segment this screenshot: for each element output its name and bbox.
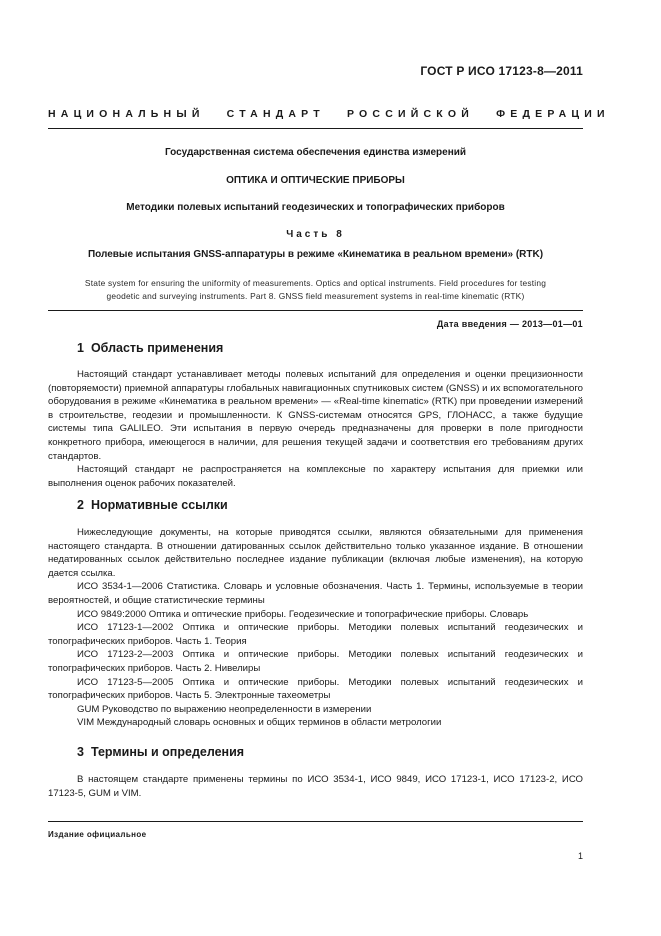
header-rule: [48, 128, 583, 129]
section-1-title: Область применения: [90, 341, 224, 355]
section-2-body: [48, 526, 583, 730]
document-code: ГОСТ Р ИСО 17123-8—2011: [420, 64, 583, 78]
section-1-paragraph-2: Настоящий стандарт не распространяется на комплексные по характеру испытания для приемки или выполнения оценок рабочих показателей.: [48, 464, 583, 489]
section-1-body: [48, 368, 583, 490]
section-2-heading: [77, 498, 228, 512]
section-3-body: [48, 773, 583, 800]
english-title: [60, 277, 571, 303]
section-3-number: 3: [77, 745, 84, 759]
title-optics: ОПТИКА И ОПТИЧЕСКИЕ ПРИБОРЫ: [226, 175, 405, 186]
title-subject: Полевые испытания GNSS-аппаратуры в режиме «Кинематика в реальном времени» (RTK): [87, 249, 544, 260]
normative-ref-iso-17123-5: ИСО 17123-5—2005 Оптика и оптические приборы. Методики полевых испытаний геодезических и топографических приборов. Часть 5. Электронные тахеометры: [48, 676, 583, 702]
section-3-title: Термины и определения: [90, 745, 245, 759]
normative-ref-iso-17123-2: ИСО 17123-2—2003 Оптика и оптические приборы. Методики полевых испытаний геодезических и топографических приборов. Часть 2. Нивелиры: [48, 649, 583, 674]
normative-ref-iso-9849: ИСО 9849:2000 Оптика и оптические приборы. Геодезические и топографические приборы. Словарь: [77, 608, 529, 620]
intro-date: Дата введения — 2013—01—01: [436, 319, 583, 329]
national-standard-banner: НАЦИОНАЛЬНЫЙ СТАНДАРТ РОССИЙСКОЙ ФЕДЕРАЦИИ: [48, 108, 610, 120]
section-1-number: 1: [77, 341, 84, 355]
normative-ref-iso-3534-1: ИСО 3534-1—2006 Статистика. Словарь и условные обозначения. Часть 1. Термины, используемые в теории вероятностей, и общие статистические термины: [48, 581, 583, 606]
section-2-number: 2: [77, 498, 84, 512]
title-rule: [48, 310, 583, 311]
section-2-paragraph-1: Нижеследующие документы, на которые приводятся ссылки, являются обязательными для применения настоящего стандарта. В отношении датированных ссылок действительно только указанное издание. В отношении недатированных ссылок действительно последнее издание публикации (включая любые изменения), на которую дается ссылка.: [48, 527, 583, 579]
page-number: 1: [577, 851, 583, 861]
footer-rule: [48, 821, 583, 822]
normative-ref-gum: GUM Руководство по выражению неопределенности в измерении: [77, 703, 372, 715]
title-system: Государственная система обеспечения единства измерений: [164, 147, 467, 158]
section-1-heading: [77, 341, 223, 355]
edition-label: Издание официальное: [48, 830, 147, 839]
title-part: Часть 8: [286, 229, 345, 240]
section-2-title: Нормативные ссылки: [90, 498, 228, 512]
section-3-paragraph-1: В настоящем стандарте применены термины по ИСО 3534-1, ИСО 9849, ИСО 17123-1, ИСО 17123-2, ИСО 17123-5, GUM и VIM.: [48, 774, 583, 799]
section-3-heading: [77, 745, 244, 759]
english-title-line-1: State system for ensuring the uniformity of measurements. Optics and optical instruments. Field procedures for testing: [84, 278, 547, 288]
normative-ref-vim: VIM Международный словарь основных и общих терминов в области метрологии: [77, 717, 442, 729]
section-1-paragraph-1: Настоящий стандарт устанавливает методы полевых испытаний для определения и оценки прецизионности (повторяемости) приемной аппаратуры глобальных навигационных спутниковых систем (GNSS) и их вспомогательного оборудования в режиме «Кинематика в реальном времени» — «Real-time kinematic» (RTK) при проведении измерений в строительстве, геодезии и промышленности. К GNSS-системам относятся GPS, ГЛОНАСС, а также будущие системы типа GALILEO. Эти испытания в первую очередь предназначены для проверки в поле пригодности конкретного прибора, имеющегося в наличии, для решения текущей задачи и соответствия его требованиям других стандартов.: [48, 369, 583, 462]
normative-ref-iso-17123-1: ИСО 17123-1—2002 Оптика и оптические приборы. Методики полевых испытаний геодезических и топографических приборов. Часть 1. Теория: [48, 622, 583, 647]
title-methods: Методики полевых испытаний геодезических и топографических приборов: [126, 202, 505, 213]
english-title-line-2: geodetic and surveying instruments. Part 8. GNSS field measurement systems in real-time kinematic (RTK): [106, 291, 525, 301]
